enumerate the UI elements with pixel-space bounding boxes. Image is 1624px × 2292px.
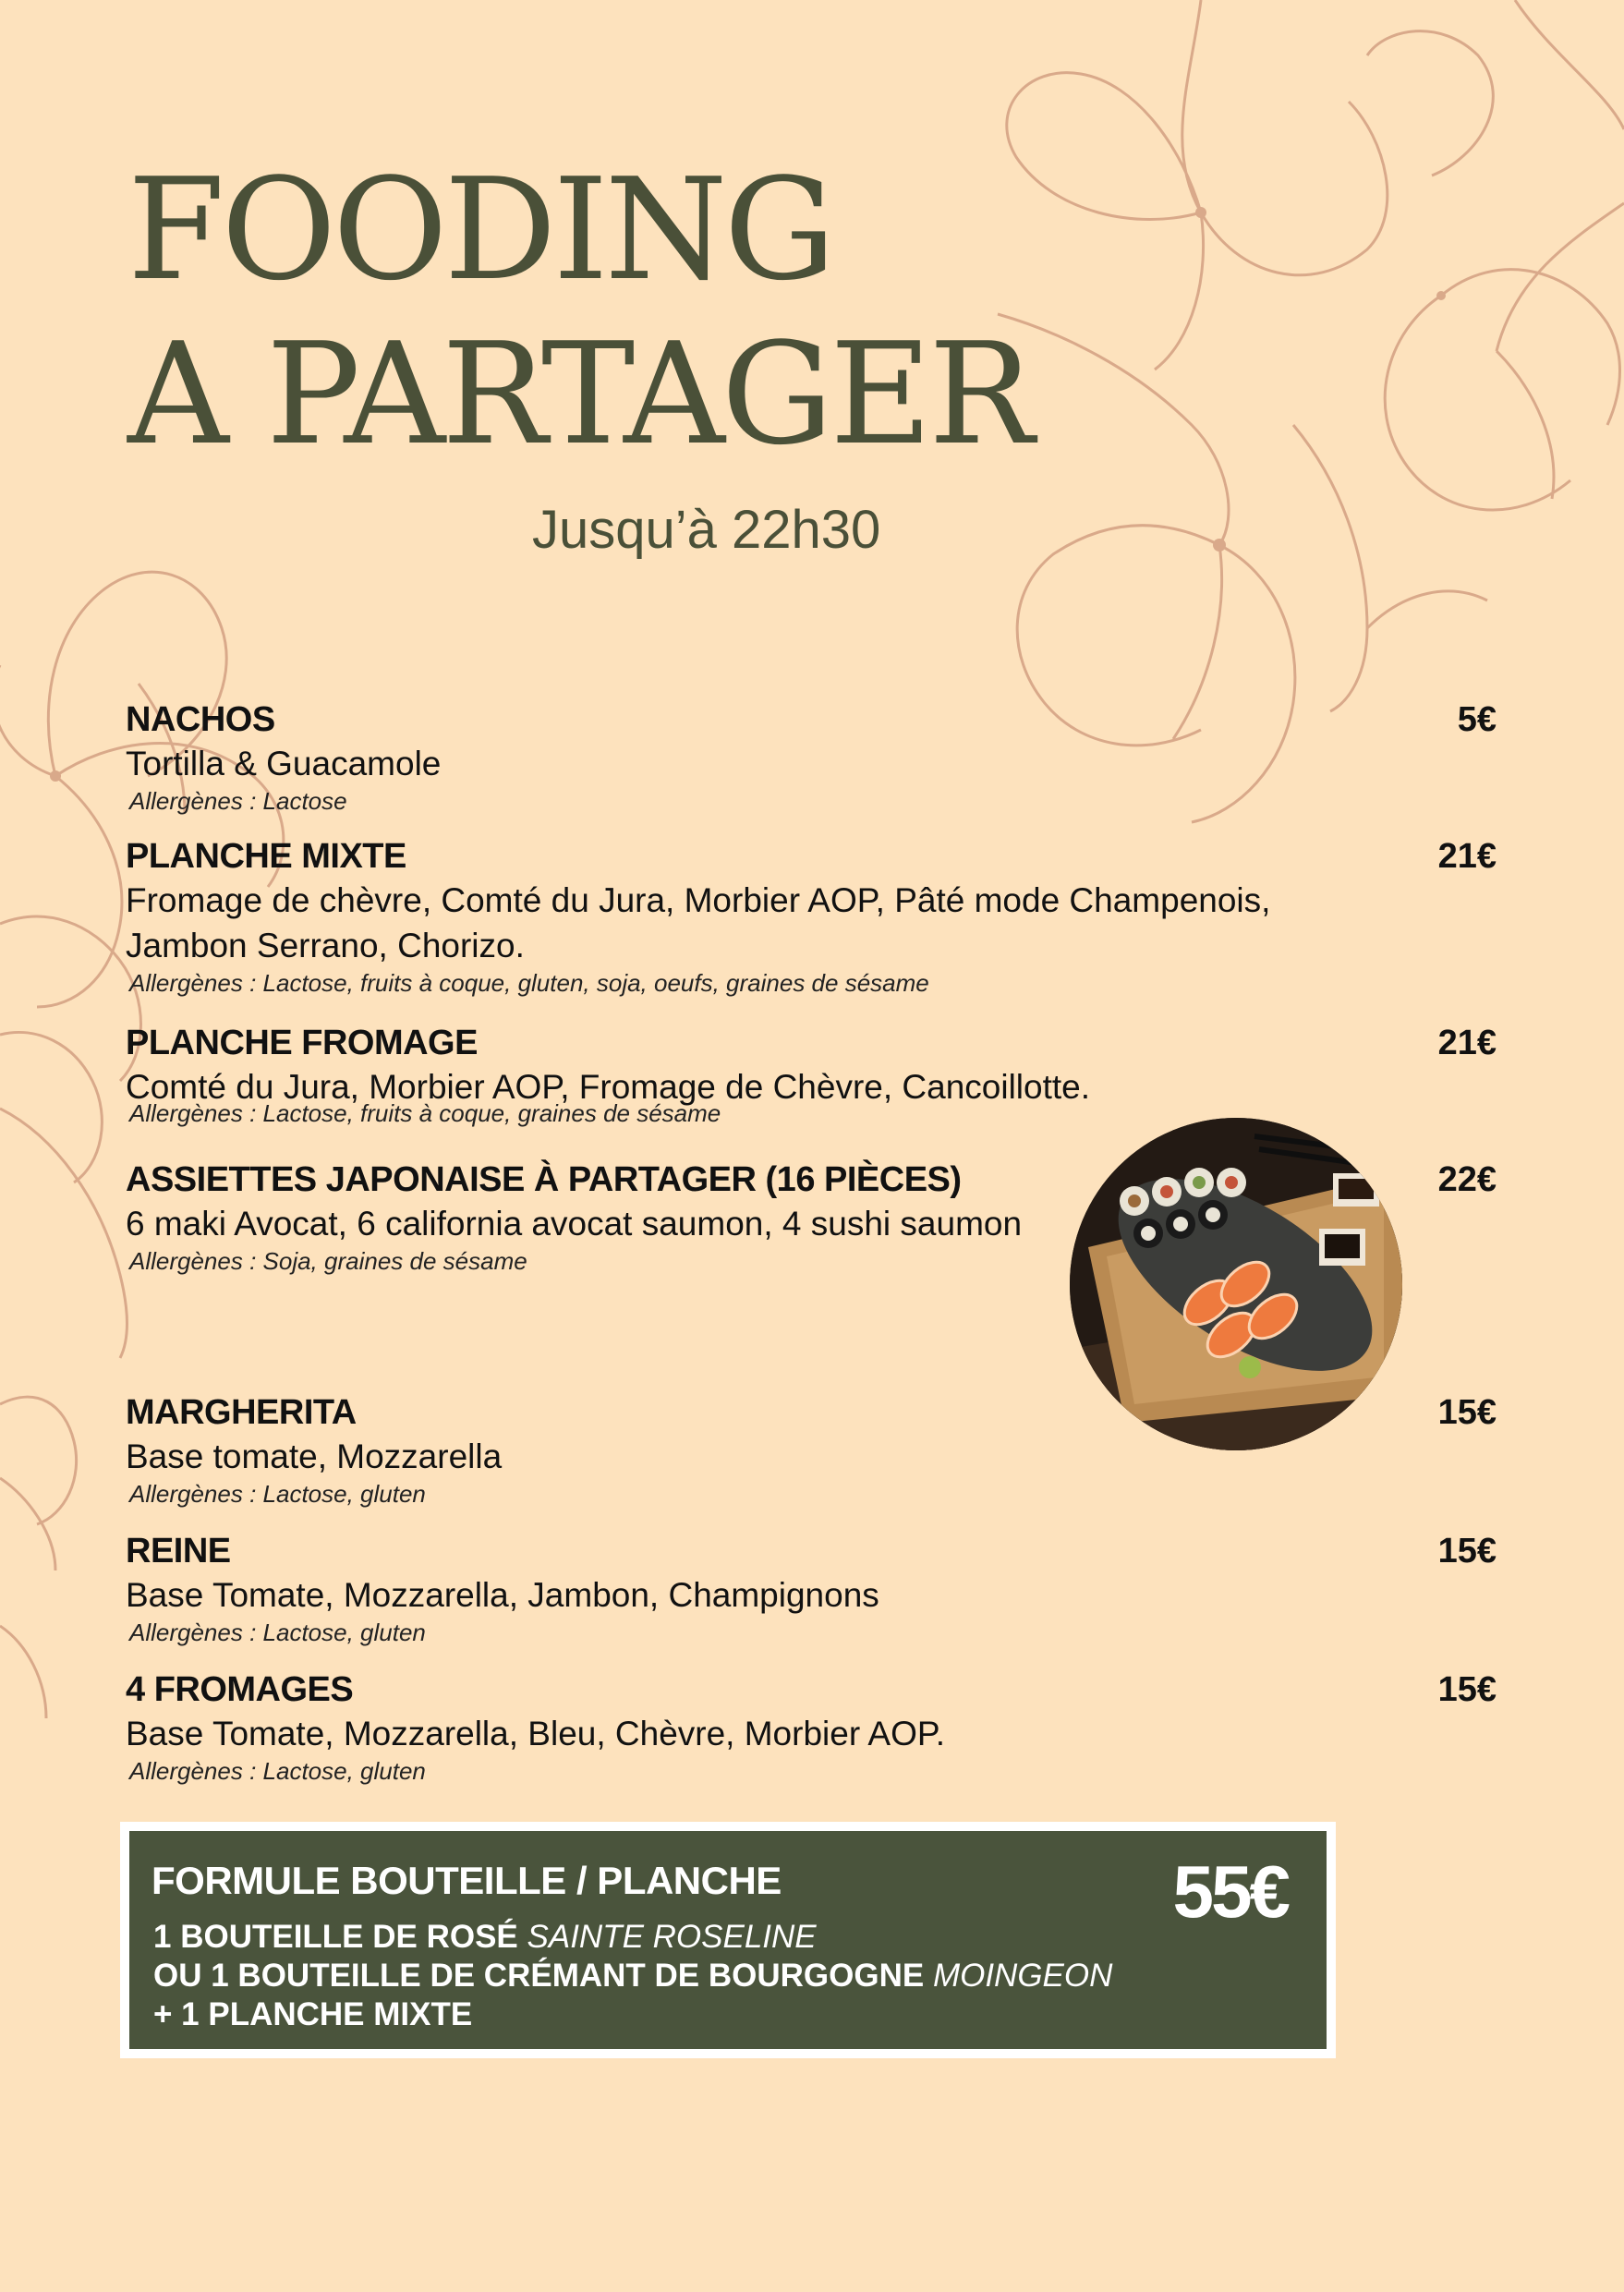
formula-line-2-bold: OU 1 BOUTEILLE DE CRÉMANT DE BOURGOGNE: [153, 1958, 925, 1994]
formula-line-1-italic: SAINTE ROSELINE: [527, 1919, 817, 1955]
sushi-platter-illustration: [1070, 1118, 1402, 1450]
item-price: 21€: [1437, 1024, 1497, 1062]
item-description: Base Tomate, Mozzarella, Bleu, Chèvre, Morbier AOP.: [126, 1715, 946, 1752]
item-name: 4 FROMAGES: [126, 1670, 354, 1709]
item-name: PLANCHE FROMAGE: [126, 1024, 478, 1062]
item-allergens: Allergènes : Lactose: [129, 787, 347, 815]
item-allergens: Allergènes : Lactose, gluten: [129, 1619, 426, 1646]
formula-line-1-bold: 1 BOUTEILLE DE ROSÉ: [153, 1919, 518, 1955]
item-price: 15€: [1437, 1532, 1497, 1570]
formula-line-2-italic: MOINGEON: [932, 1958, 1113, 1994]
page-title: [127, 148, 1031, 477]
item-allergens: Allergènes : Soja, graines de sésame: [129, 1247, 527, 1275]
service-hours: Jusqu’à 22h30: [532, 500, 881, 560]
item-price: 15€: [1437, 1670, 1497, 1709]
item-description: Base tomate, Mozzarella: [126, 1437, 503, 1475]
title-line-2: A PARTAGER: [127, 312, 1031, 476]
item-price: 5€: [1457, 700, 1497, 739]
menu-item-planche-mixte: [126, 835, 1497, 998]
item-description: Base Tomate, Mozzarella, Jambon, Champignons: [126, 1576, 879, 1614]
item-price: 21€: [1437, 837, 1497, 876]
title-line-1: FOODING: [127, 148, 833, 311]
item-name: NACHOS: [126, 700, 275, 739]
formula-line-2: [153, 1957, 1112, 1995]
sushi-platter-photo: [1070, 1118, 1402, 1450]
item-price: 22€: [1437, 1160, 1497, 1199]
formula-price: 55€: [1172, 1850, 1288, 1933]
item-allergens: Allergènes : Lactose, fruits à coque, graines de sésame: [129, 1099, 721, 1127]
item-allergens: Allergènes : Lactose, gluten: [129, 1757, 426, 1785]
item-name: MARGHERITA: [126, 1393, 357, 1432]
formula-line-3-bold: + 1 PLANCHE MIXTE: [153, 1996, 473, 2032]
formula-title: FORMULE BOUTEILLE / PLANCHE: [151, 1859, 782, 1902]
formula-box: [120, 1822, 1336, 2058]
menu-item-planche-fromage: [126, 1022, 1497, 1128]
item-description: Comté du Jura, Morbier AOP, Fromage de Chèvre, Cancoillotte.: [126, 1068, 1091, 1106]
item-description: Fromage de chèvre, Comté du Jura, Morbier AOP, Pâté mode Champenois, Jambon Serrano, Chorizo.: [126, 881, 1271, 964]
item-description: Tortilla & Guacamole: [126, 745, 442, 782]
item-allergens: Allergènes : Lactose, gluten: [129, 1480, 426, 1508]
item-price: 15€: [1437, 1393, 1497, 1432]
item-allergens: Allergènes : Lactose, fruits à coque, gluten, soja, oeufs, graines de sésame: [129, 969, 929, 997]
item-description: 6 maki Avocat, 6 california avocat saumon, 4 sushi saumon: [126, 1205, 1023, 1243]
menu-item-reine: [126, 1530, 1497, 1647]
menu-item-4-fromages: [126, 1668, 1497, 1786]
item-name: REINE: [126, 1532, 231, 1570]
menu-item-nachos: [126, 698, 1497, 816]
item-name: ASSIETTES JAPONAISE À PARTAGER (16 PIÈCES): [126, 1160, 962, 1199]
item-name: PLANCHE MIXTE: [126, 837, 406, 876]
formula-line-3: [153, 1995, 472, 2034]
formula-line-1: [153, 1918, 817, 1957]
